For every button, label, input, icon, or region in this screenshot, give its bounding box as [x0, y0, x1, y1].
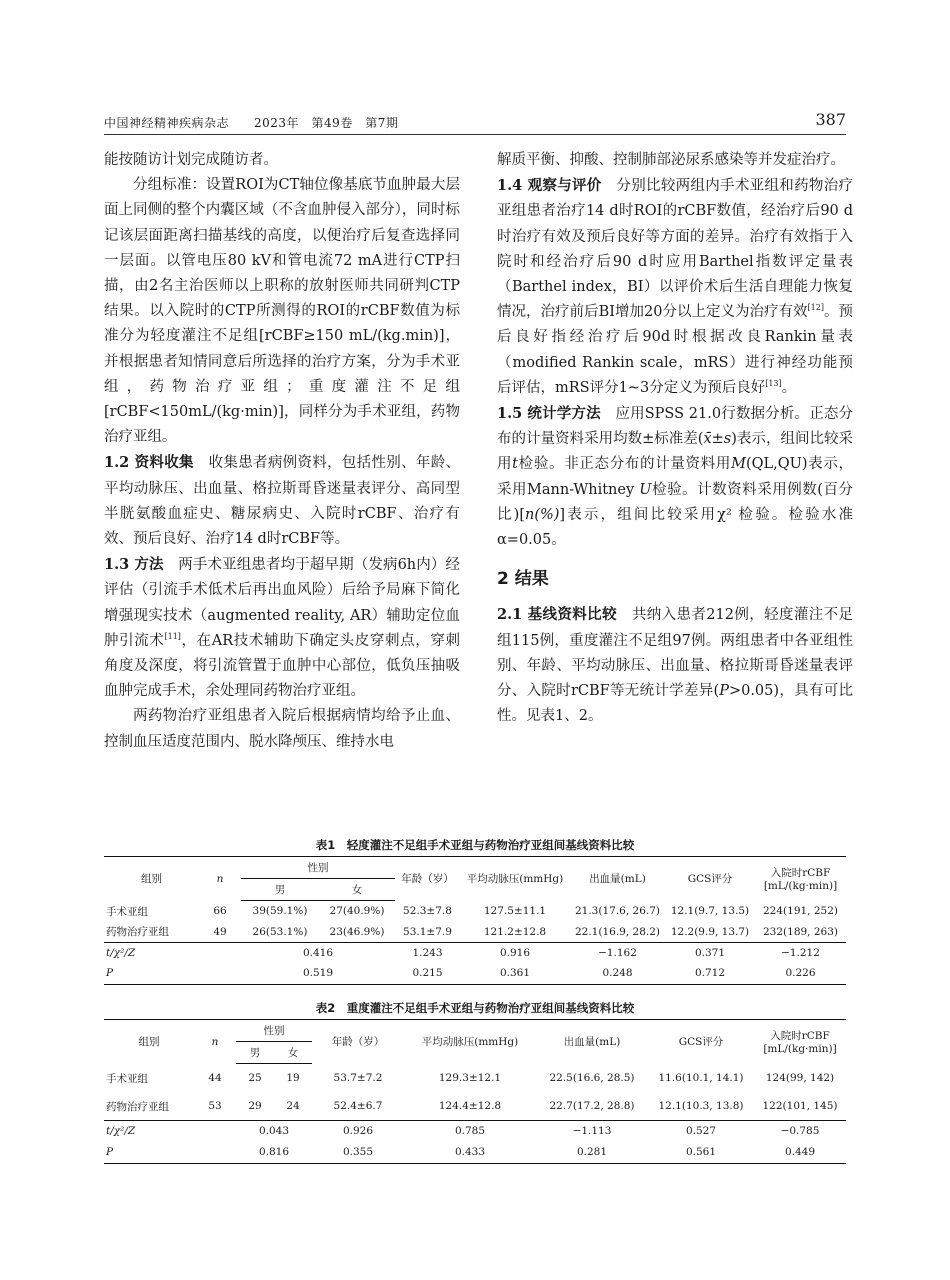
th-gcs: GCS评分: [665, 857, 755, 901]
th-sex: 性别: [241, 857, 395, 879]
section-body: 检验。非正态分布的计量资料用: [518, 456, 732, 473]
paragraph: 解质平衡、抑酸、控制肺部泌尿系感染等并发症治疗。: [497, 152, 845, 168]
section-heading: 1.4 观察与评价: [497, 177, 602, 195]
section-2-1: [497, 602, 853, 729]
th-rcbf: 入院时rCBF [mL/(kg·min)]: [755, 857, 846, 901]
section-body: 分别比较两组内手术亚组和药物治疗亚组患者治疗14 d时ROI的rCBF数值，经治疗后90 d时治疗有效及预后良好等方面的差异。治疗有效指于入院时和经治疗后90 d时应用Barthel指数评定量表（Barthel index，BI）以评价术后生活自理能力恢复情况，治疗前后BI增加20分以上定义为治疗有效: [497, 178, 854, 321]
page-number: 387: [815, 110, 846, 129]
th-n: n: [194, 1020, 236, 1064]
math-symbol: x̄±s: [703, 431, 732, 448]
table-row: 药物治疗亚组 49 26(53.1%) 23(46.9%) 53.1±7.9 121.2±12.8 22.1(16.9, 28.2) 12.2(9.9, 13.7) 232(189, 263): [106, 925, 838, 939]
th-n: n: [199, 857, 241, 901]
section-1-2: [104, 450, 460, 552]
section-body: >0.05)，具有可比性。见表1、2。: [497, 683, 853, 725]
left-column: [104, 148, 460, 755]
section-body: 共纳入患者212例，轻度灌注不足组115例，重度灌注不足组97例。两组患者中各亚组性别、年龄、平均动脉压、出血量、格拉斯哥昏迷量表评分、入院时rCBF等无统计学差异(: [497, 607, 853, 700]
paragraph-grouping: 分组标准：设置ROI为CT轴位像基底节血肿最大层面上同侧的整个内囊区域（不含血肿侵入部分），同时标记该层面距离扫描基线的高度，以便治疗后复查选择同一层面。以管电压80 kV和管电流72 mA进行CTP扫描，由2名主治医师以上职称的放射医师共同研判CTP结果。以入院时的CTP所测得的ROI的rCBF数值为标准分为轻度灌注不足组[rCBF≥150 mL/(kg.min)]，并根据患者知情同意后所选择的治疗方案，分为手术亚组，药物治疗亚组；重度灌注不足组[rCBF<150mL/(kg·min)]，同样分为手术亚组，药物治疗亚组。: [104, 177, 460, 446]
table-row-stat: t/χ²/Z 0.416 1.243 0.916 −1.162 0.371 −1.212: [104, 943, 846, 963]
th-blood: 出血量(mL): [536, 1020, 648, 1064]
section-body: 两手术亚组患者均于超早期（发病6h内）经评估（引流手术低术后再出血风险）后给予局麻下简化增强现实技术（augmented reality, AR）辅助定位血肿引流术: [104, 557, 461, 649]
section-heading: 1.3 方法: [104, 556, 164, 574]
th-sex: 性别: [236, 1020, 312, 1042]
th-blood: 出血量(mL): [570, 857, 665, 901]
math-symbol: (QL,QU): [745, 456, 808, 473]
math-symbol: U: [639, 481, 652, 498]
section-body: 。: [781, 379, 797, 396]
citation: [11]: [164, 632, 181, 642]
table1: [104, 856, 846, 985]
section-body: 。预后良好指经治疗后90d时根据改良Rankin量表（modified Rankin scale，mRS）进行神经功能预后评估，mRS评分1~3分定义为预后良好: [497, 304, 853, 396]
section-body: 收集患者病例资料，包括性别、年龄、平均动脉压、出血量、格拉斯哥昏迷量表评分、高同型半胱氨酸血症史、糖尿病史、入院时rCBF、治疗有效、预后良好、治疗14 d时rCBF等。: [104, 455, 461, 548]
math-symbol: n(%): [524, 506, 560, 523]
citation: [12]: [807, 303, 824, 313]
section-heading: 2.1 基线资料比较: [497, 606, 617, 624]
section-heading: 1.5 统计学方法: [497, 405, 601, 423]
th-age: 年龄（岁）: [395, 857, 460, 901]
table1-caption: 表1 轻度灌注不足组手术亚组与药物治疗亚组间基线资料比较: [315, 838, 635, 852]
table2-caption: 表2 重度灌注不足组手术亚组与药物治疗亚组间基线资料比较: [315, 1001, 635, 1015]
right-column: [497, 148, 853, 729]
th-male: 男: [236, 1042, 274, 1064]
math-symbol: t: [512, 456, 518, 473]
section-body: )表示，组间比较采用: [497, 431, 853, 473]
section-body: ]表示，组间比较采用χ² 检验。检验水准α=0.05。: [497, 506, 853, 549]
th-age: 年龄（岁）: [312, 1020, 404, 1064]
section-body: ，在AR技术辅助下确定头皮穿刺点，穿刺角度及深度，将引流管置于血肿中心部位，低负压抽吸血肿完成手术，余处理同药物治疗亚组。: [104, 632, 461, 700]
table2: [104, 1019, 846, 1164]
paragraph: 能按随访计划完成随访者。: [104, 152, 278, 168]
section-1-5: [497, 401, 853, 553]
paragraph: 两药物治疗亚组患者入院后根据病情均给予止血、控制血压适度范围内、脱水降颅压、维持水电: [104, 708, 460, 750]
section-body: 应用SPSS 21.0行数据分析。正态分布的计量资料采用均数±标准差(: [497, 406, 854, 448]
journal-info: 中国神经精神疾病杂志 2023年 第49卷 第7期: [104, 116, 399, 130]
table-row: 手术亚组 44 25 19 53.7±7.2 129.3±12.1 22.5(16.6, 28.5) 11.6(10.1, 14.1) 124(99, 142): [106, 1072, 835, 1085]
running-header: [104, 112, 846, 135]
th-gcs: GCS评分: [648, 1020, 754, 1064]
th-map: 平均动脉压(mmHg): [404, 1020, 536, 1064]
citation: [13]: [765, 379, 782, 388]
table-row-p: P 0.519 0.215 0.361 0.248 0.712 0.226: [104, 963, 846, 985]
math-symbol: P: [719, 683, 729, 700]
section-heading: 1.2 资料收集: [104, 454, 194, 472]
section-1-4: [497, 173, 853, 401]
section-1-3: [104, 552, 460, 704]
th-map: 平均动脉压(mmHg): [460, 857, 570, 901]
section-2-heading: 2 结果: [497, 569, 549, 590]
section-body: 表示，采用Mann-Whitney: [497, 456, 854, 498]
table-row-p: P 0.816 0.355 0.433 0.281 0.561 0.449: [104, 1142, 846, 1164]
section-body: 检验。计数资料采用例数(百分比)[: [497, 481, 854, 523]
th-male: 男: [241, 879, 319, 901]
table-row: 手术亚组 66 39(59.1%) 27(40.9%) 52.3±7.8 127.5±11.1 21.3(17.6, 26.7) 12.1(9.7, 13.5) 224(191, 252): [106, 905, 838, 918]
th-group: 组别: [104, 857, 199, 901]
th-female: 女: [274, 1042, 312, 1064]
math-symbol: M: [731, 456, 746, 473]
th-female: 女: [319, 879, 395, 901]
table-row-stat: t/χ²/Z 0.043 0.926 0.785 −1.113 0.527 −0.785: [104, 1121, 846, 1142]
th-rcbf: 入院时rCBF [mL/(kg·min)]: [754, 1020, 846, 1064]
table-row: 药物治疗亚组 53 29 24 52.4±6.7 124.4±12.8 22.7(17.2, 28.8) 12.1(10.3, 13.8) 122(101, 145): [106, 1100, 838, 1113]
th-group: 组别: [104, 1020, 194, 1064]
